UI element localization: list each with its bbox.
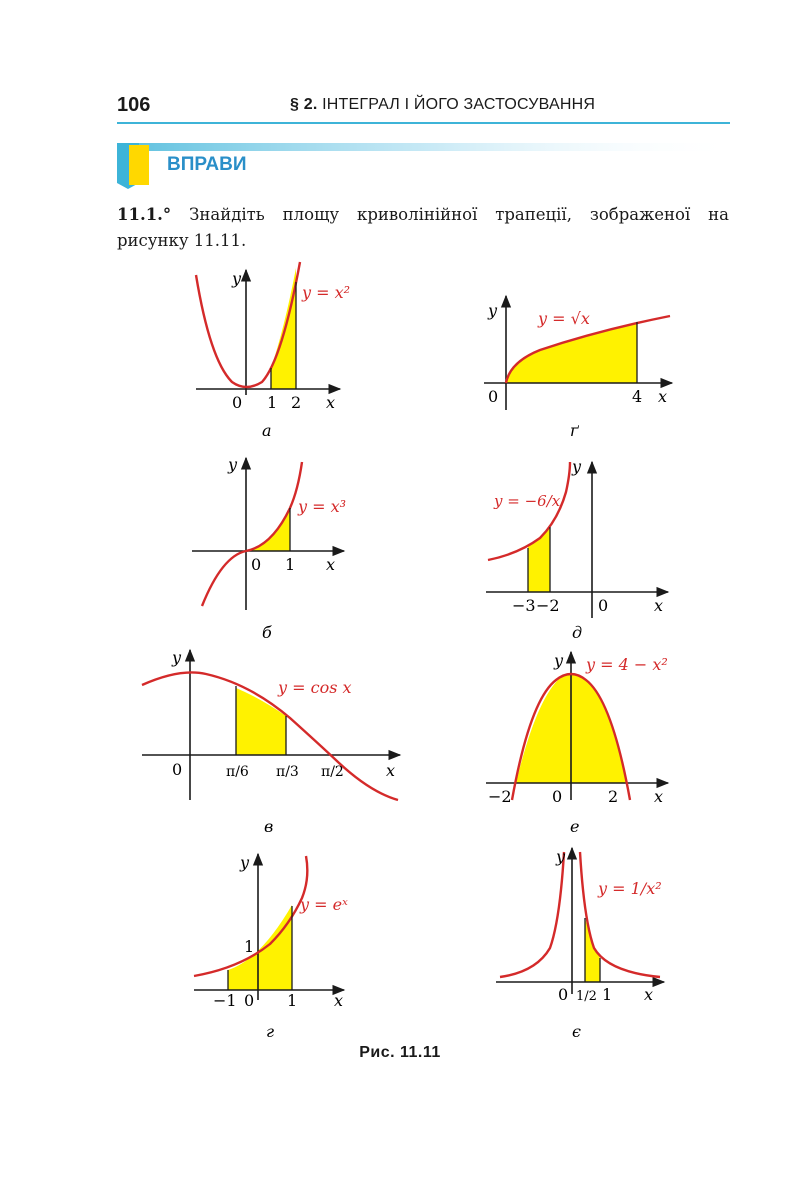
plot-v-tick-2: π/3: [276, 764, 299, 780]
plot-ye-tick-2: 1: [602, 985, 613, 1004]
plot-v-label: в: [264, 817, 274, 836]
plot-d-formula: y = −6/x: [494, 492, 561, 510]
plot-g-label: ґ: [570, 421, 579, 440]
plot-ye-tick-0: 0: [558, 985, 569, 1004]
plot-h-x-label: x: [334, 991, 344, 1010]
plot-b-tick-1: 1: [285, 555, 296, 574]
plot-a-tick-2: 2: [291, 393, 302, 412]
plot-g-y-label: y: [488, 301, 498, 320]
plot-ye-curve-left: [500, 852, 564, 977]
plot-d-tick-1: −2: [536, 596, 560, 615]
plot-ye-y-label: y: [556, 847, 566, 866]
plot-h-formula: y = eˣ: [300, 895, 348, 914]
plot-a-formula: y = x²: [302, 283, 351, 302]
plot-h-area: [228, 905, 292, 990]
plot-v-x-label: x: [386, 761, 396, 780]
plot-a-tick-1: 1: [267, 393, 278, 412]
plot-e-y-label: y: [554, 651, 564, 670]
plot-d-tick-0: −3: [512, 596, 536, 615]
plot-ye-tick-1: 1/2: [576, 989, 597, 1004]
plot-h-y-mark: 1: [244, 937, 255, 956]
plot-b-tick-0: 0: [251, 555, 262, 574]
plot-g-tick-1: 4: [632, 387, 643, 406]
plot-a-area-top: [271, 268, 296, 389]
plot-a-y-label: y: [232, 269, 242, 288]
plot-d: [486, 457, 668, 642]
plot-d-x-label: x: [654, 596, 664, 615]
plot-a-tick-0: 0: [232, 393, 243, 412]
task-number: 11.1.°: [117, 205, 172, 224]
plot-e-tick-0: −2: [488, 787, 512, 806]
plot-e-x-label: x: [654, 787, 664, 806]
plot-d-y-label: y: [572, 457, 582, 476]
plot-b-formula: y = x³: [298, 497, 347, 516]
plot-e-tick-2: 2: [608, 787, 619, 806]
plot-b-y-label: y: [228, 455, 238, 474]
plot-h-tick-1: 0: [244, 991, 255, 1010]
plot-b-label: б: [262, 623, 272, 642]
plot-h-tick-0: −1: [213, 991, 237, 1010]
plot-g-area: [506, 323, 637, 383]
plot-ye-x-label: x: [644, 985, 654, 1004]
task-text: Знайдіть площу криволінійної трапеції, зображеної на рисунку 11.11.: [117, 205, 729, 250]
plot-g: [484, 296, 672, 440]
plot-ye-label: є: [572, 1022, 581, 1041]
plot-ye-formula: y = 1/x²: [598, 879, 662, 898]
plot-b-area: [246, 508, 290, 551]
plot-h: [194, 853, 348, 1041]
plot-d-curve: [488, 462, 570, 560]
plot-d-label: д: [572, 623, 583, 642]
plot-e-label: е: [570, 817, 580, 836]
plot-h-y-label: y: [240, 853, 250, 872]
exercises-heading: ВПРАВИ: [167, 154, 247, 175]
plot-h-label: г: [266, 1022, 275, 1041]
plot-g-tick-0: 0: [488, 387, 499, 406]
plot-v-tick-3: π/2: [321, 764, 344, 780]
plot-v-tick-1: π/6: [226, 764, 249, 780]
plot-v-formula: y = cos x: [278, 678, 352, 697]
plot-b-x-label: x: [326, 555, 336, 574]
plot-ye-area: [585, 918, 600, 982]
plot-d-tick-2: 0: [598, 596, 609, 615]
plot-ye: [496, 847, 664, 1041]
plot-e: [486, 651, 668, 836]
page-number: 106: [117, 94, 151, 116]
plot-v-y-label: y: [172, 648, 182, 667]
section-title: ІНТЕГРАЛ І ЙОГО ЗАСТОСУВАННЯ: [322, 96, 596, 113]
figure-caption: Рис. 11.11: [359, 1044, 441, 1061]
plot-h-tick-2: 1: [287, 991, 298, 1010]
plot-a-x-label: x: [326, 393, 336, 412]
plot-e-formula: y = 4 − x²: [586, 655, 668, 674]
section-number: § 2.: [290, 96, 318, 113]
plot-v-tick-0: 0: [172, 760, 183, 779]
plot-a: [196, 262, 350, 440]
plot-d-area: [528, 526, 550, 592]
plot-g-x-label: x: [658, 387, 668, 406]
plot-b: [192, 455, 346, 642]
plot-v: [142, 648, 400, 836]
plot-g-formula: y = √x: [538, 309, 590, 328]
plot-a-label: а: [262, 421, 272, 440]
plot-e-tick-1: 0: [552, 787, 563, 806]
